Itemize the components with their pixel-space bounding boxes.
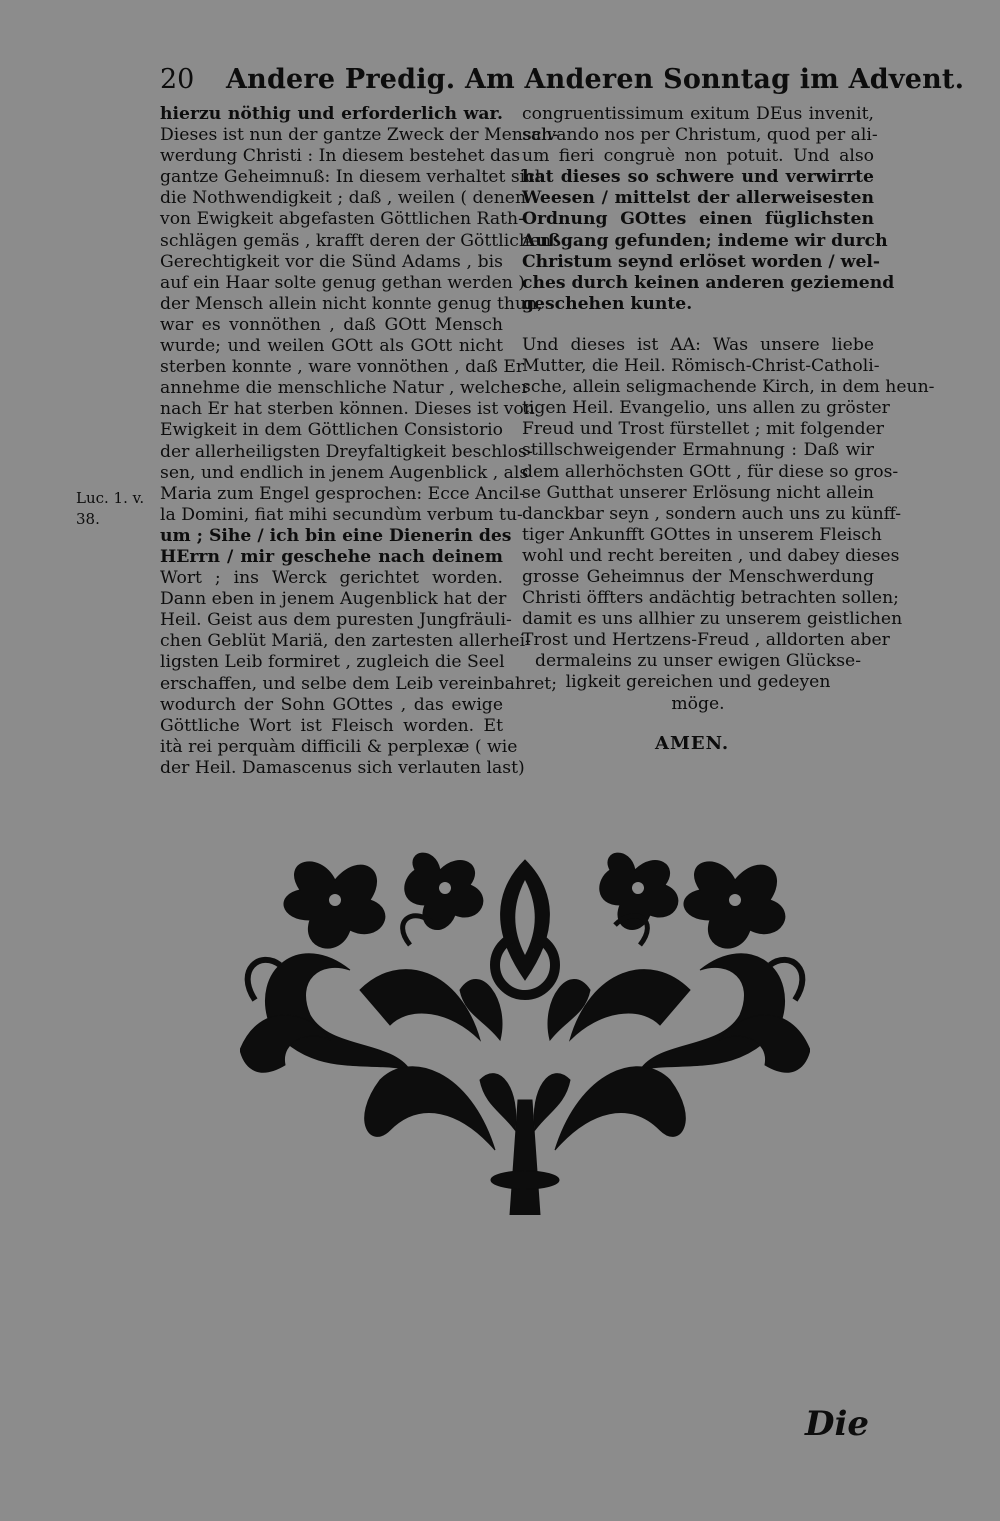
text-line: chen Geblüt Mariä, den zartesten allerhei- [160, 631, 531, 652]
floral-vignette-icon [240, 850, 810, 1215]
text-line: auf ein Haar solte genug gethan werden ) [160, 272, 525, 293]
text-line: Gerechtigkeit vor die Sünd Adams , bis [160, 251, 503, 272]
text-line: la Domini, fiat mihi secundùm verbum tu- [160, 504, 523, 525]
left-column [160, 104, 559, 779]
margin-note-line: 38. [76, 510, 100, 528]
text-line: wohl und recht bereiten , und dabey dieses [522, 545, 900, 566]
text-line: war es vonnöthen , daß GOtt Mensch [160, 314, 503, 335]
catchword: Die [805, 1404, 870, 1444]
text-line: Und dieses ist AA: Was unsere liebe [522, 334, 874, 355]
text-line: HErrn / mir geschehe nach deinem [160, 546, 503, 567]
text-line: hat dieses so schwere und verwirrte [522, 167, 874, 188]
running-header [160, 64, 965, 104]
text-line: Heil. Geist aus dem puresten Jungfräuli- [160, 610, 512, 631]
text-line: sche, allein seligmachende Kirch, in dem heun- [522, 377, 935, 398]
text-line: erschaffen, und selbe dem Leib vereinbahret; [160, 673, 557, 694]
text-line: stillschweigender Ermahnung : Daß wir [522, 440, 874, 461]
right-paragraph-1 [522, 104, 895, 315]
text-line: um ; Sihe / ich bin eine Dienerin des [160, 525, 512, 546]
text-line: Mutter, die Heil. Römisch-Christ-Catholi- [522, 356, 880, 377]
text-line: Weesen / mittelst der allerweisesten [522, 188, 874, 209]
text-line: nach Er hat sterben können. Dieses ist von [160, 399, 535, 420]
running-title: Andere Predig. Am Anderen Sonntag im Advent. [226, 64, 965, 95]
text-line: möge. [671, 693, 725, 714]
text-line: damit es uns allhier zu unserem geistlichen [522, 609, 903, 630]
text-line: grosse Geheimnus der Menschwerdung [522, 566, 874, 587]
text-line: sterben konnte , ware vonnöthen , daß Er [160, 357, 525, 378]
text-line: der Heil. Damascenus sich verlauten last) [160, 757, 525, 778]
text-line: Freud und Trost fürstellet ; mit folgender [522, 419, 885, 440]
text-line: dem allerhöchsten GOtt , für diese so gros- [522, 461, 899, 482]
margin-note-line: Luc. 1. v. [76, 489, 145, 507]
text-line: Christi öffters andächtig betrachten sollen; [522, 588, 899, 609]
text-line: die Nothwendigkeit ; daß , weilen ( denen [160, 188, 527, 209]
text-line: sen, und endlich in jenem Augenblick , als [160, 462, 529, 483]
text-line: tigen Heil. Evangelio, uns allen zu gröster [522, 398, 890, 419]
right-column [522, 104, 935, 715]
text-line: Göttliche Wort ist Fleisch worden. Et [160, 715, 503, 736]
text-line: ligkeit gereichen und gedeyen [565, 672, 831, 693]
text-line: Ordnung GOttes einen füglichsten [522, 209, 874, 230]
text-line: wodurch der Sohn GOttes , das ewige [160, 694, 503, 715]
text-line: ches durch keinen anderen geziemend [522, 272, 895, 293]
text-line: von Ewigkeit abgefasten Göttlichen Rath- [160, 209, 524, 230]
text-line: ità rei perquàm difficili & perplexæ ( wie [160, 736, 518, 757]
right-paragraph-2 [522, 334, 935, 715]
text-line: schlägen gemäs , krafft deren der Göttlichen [160, 230, 552, 251]
text-line: Dann eben in jenem Augenblick hat der [160, 589, 507, 610]
margin-note [76, 488, 144, 530]
text-line: geschehen kunte. [522, 293, 693, 314]
text-line: ligsten Leib formiret , zugleich die Seel [160, 652, 505, 673]
text-line: Wort ; ins Werck gerichtet worden. [160, 568, 503, 589]
paragraph-gap [522, 315, 874, 335]
text-line: se Gutthat unserer Erlösung nicht allein [522, 482, 874, 503]
text-line: Ewigkeit in dem Göttlichen Consistorio [160, 420, 503, 441]
text-line: werdung Christi : In diesem bestehet das [160, 146, 521, 167]
text-line: wurde; und weilen GOtt als GOtt nicht [160, 336, 503, 357]
page-number: 20 [160, 64, 195, 95]
text-line: Trost und Hertzens-Freud , alldorten aber [522, 630, 890, 651]
text-line: dermaleins zu unser ewigen Glückse- [534, 651, 862, 672]
text-line: tiger Ankunfft GOttes in unserem Fleisch [522, 524, 882, 545]
text-line: der allerheiligsten Dreyfaltigkeit beschlos- [160, 441, 533, 462]
text-line: salvando nos per Christum, quod per ali- [522, 125, 878, 146]
text-line: Christum seynd erlöset worden / wel- [522, 251, 881, 272]
text-line: Maria zum Engel gesprochen: Ecce Ancil- [160, 483, 525, 504]
closing-amen: AMEN. [655, 733, 730, 754]
text-line: Außgang gefunden; indeme wir durch [522, 230, 888, 251]
text-line: um fieri congruè non potuit. Und also [522, 146, 874, 167]
text-line: hierzu nöthig und erforderlich war. [160, 104, 503, 124]
text-line: danckbar seyn , sondern auch uns zu künff- [522, 503, 902, 524]
text-line: annehme die menschliche Natur , welcher [160, 378, 530, 399]
text-line: der Mensch allein nicht konnte genug thun, [160, 293, 543, 314]
text-line: Dieses ist nun der gantze Zweck der Mensch- [160, 125, 559, 146]
text-line: gantze Geheimnuß: In diesem verhaltet sich [160, 167, 546, 188]
text-line: congruentissimum exitum DEus invenit, [522, 104, 874, 124]
